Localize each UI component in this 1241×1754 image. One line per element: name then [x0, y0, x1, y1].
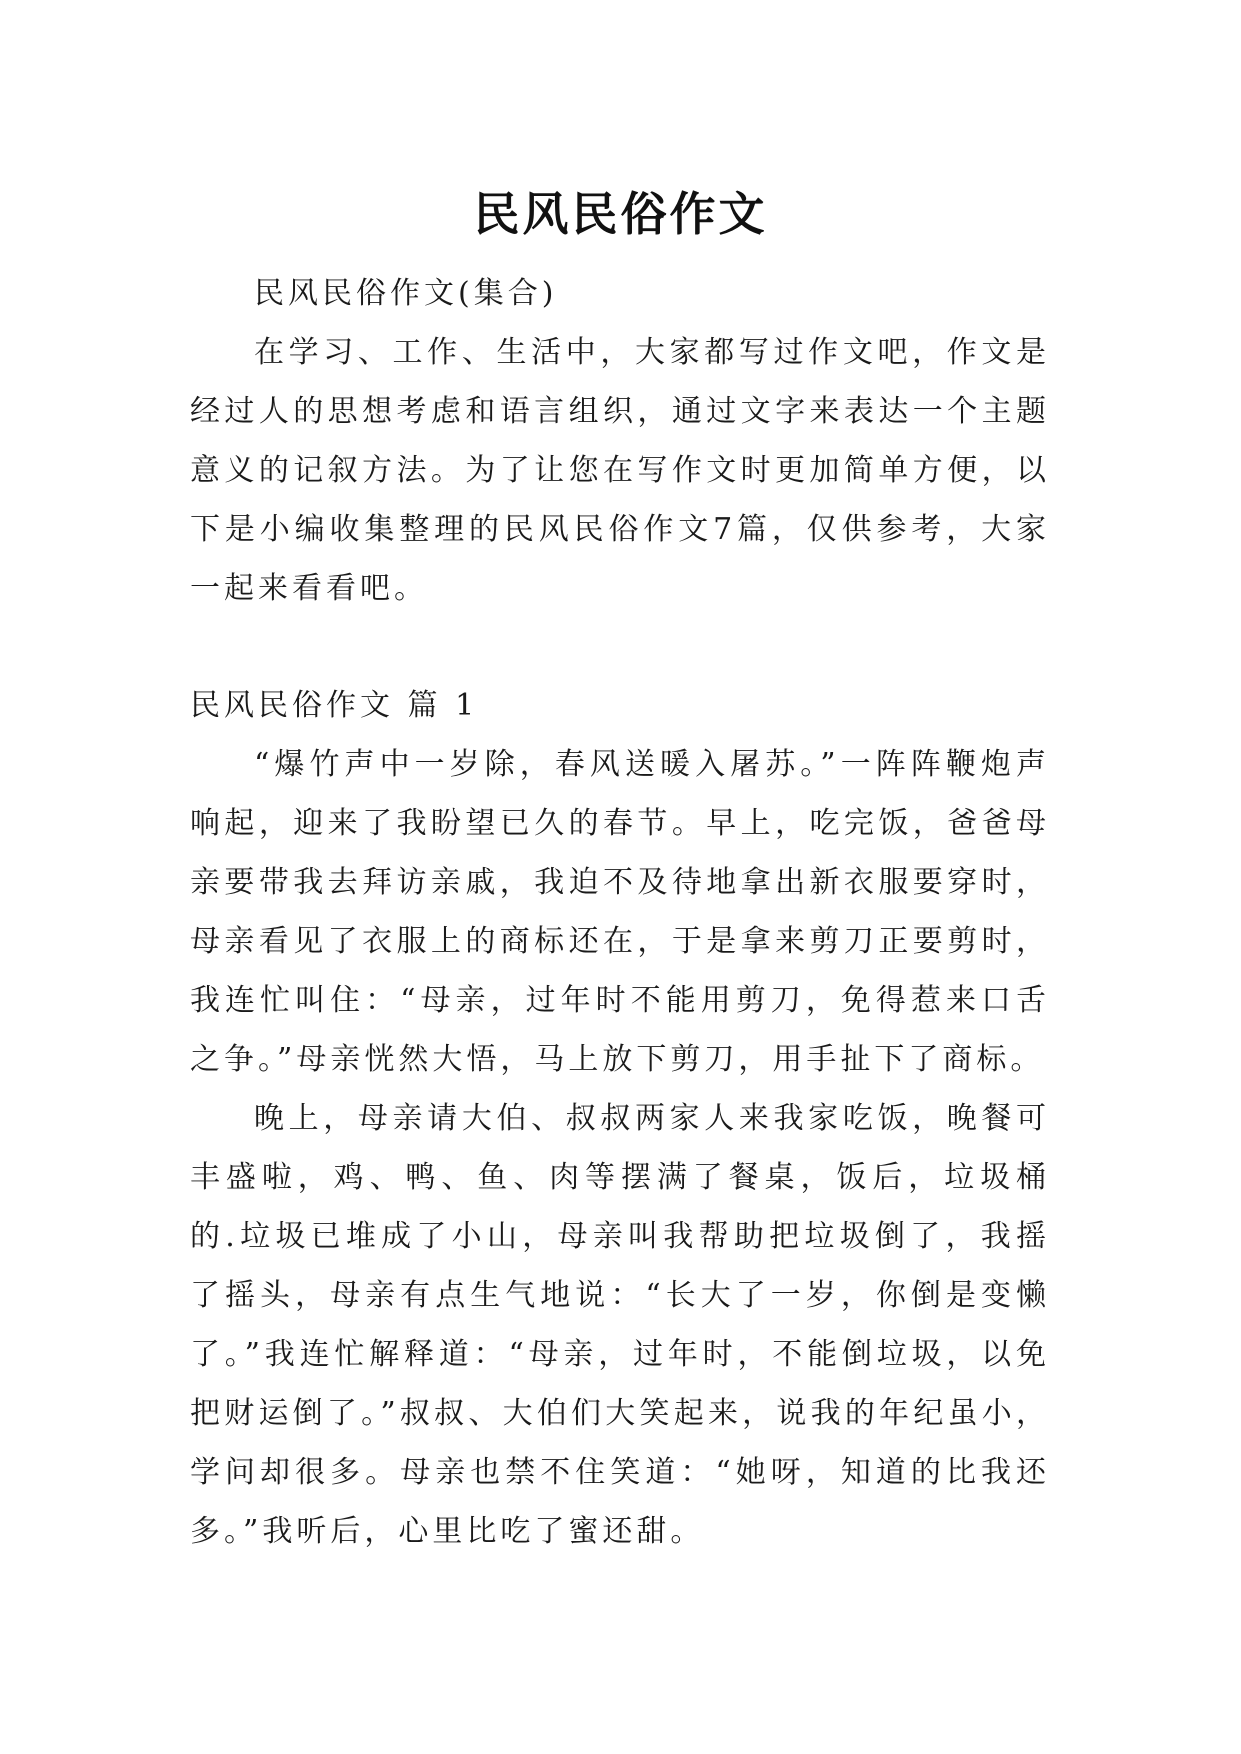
section-heading: 民风民俗作文 篇 1: [190, 688, 479, 723]
body-paragraph: 晚上，母亲请大伯、叔叔两家人来我家吃饭，晚餐可丰盛啦，鸡、鸭、鱼、肉等摆满了餐桌，饭后，垃圾桶的.垃圾已堆成了小山，母亲叫我帮助把垃圾倒了，我摇了摇头，母亲有点生气地说：“长大了一岁，你倒是变懒了。”我连忙解释道：“母亲，过年时，不能倒垃圾，以免把财运倒了。”叔叔、大伯们大笑起来，说我的年纪虽小，学问却很多。母亲也禁不住笑道：“她呀，知道的比我还多。”我听后，心里比吃了蜜还甜。: [190, 1101, 1050, 1549]
document-body: [190, 264, 1050, 1561]
document-title: 民风民俗作文: [473, 186, 768, 241]
section-spacer: [190, 618, 1050, 676]
body-paragraph: “爆竹声中一岁除，春风送暖入屠苏。”一阵阵鞭炮声响起，迎来了我盼望已久的春节。早上，吃完饭，爸爸母亲要带我去拜访亲戚，我迫不及待地拿出新衣服要穿时，母亲看见了衣服上的商标还在，于是拿来剪刀正要剪时，我连忙叫住：“母亲，过年时不能用剪刀，免得惹来口舌之争。”母亲恍然大悟，马上放下剪刀，用手扯下了商标。: [190, 747, 1050, 1077]
intro-paragraph: 在学习、工作、生活中，大家都写过作文吧，作文是经过人的思想考虑和语言组织，通过文字来表达一个主题意义的记叙方法。为了让您在写作文时更加简单方便，以下是小编收集整理的民风民俗作文7篇，仅供参考，大家一起来看看吧。: [190, 335, 1050, 606]
document-subtitle: 民风民俗作文(集合): [254, 276, 558, 311]
